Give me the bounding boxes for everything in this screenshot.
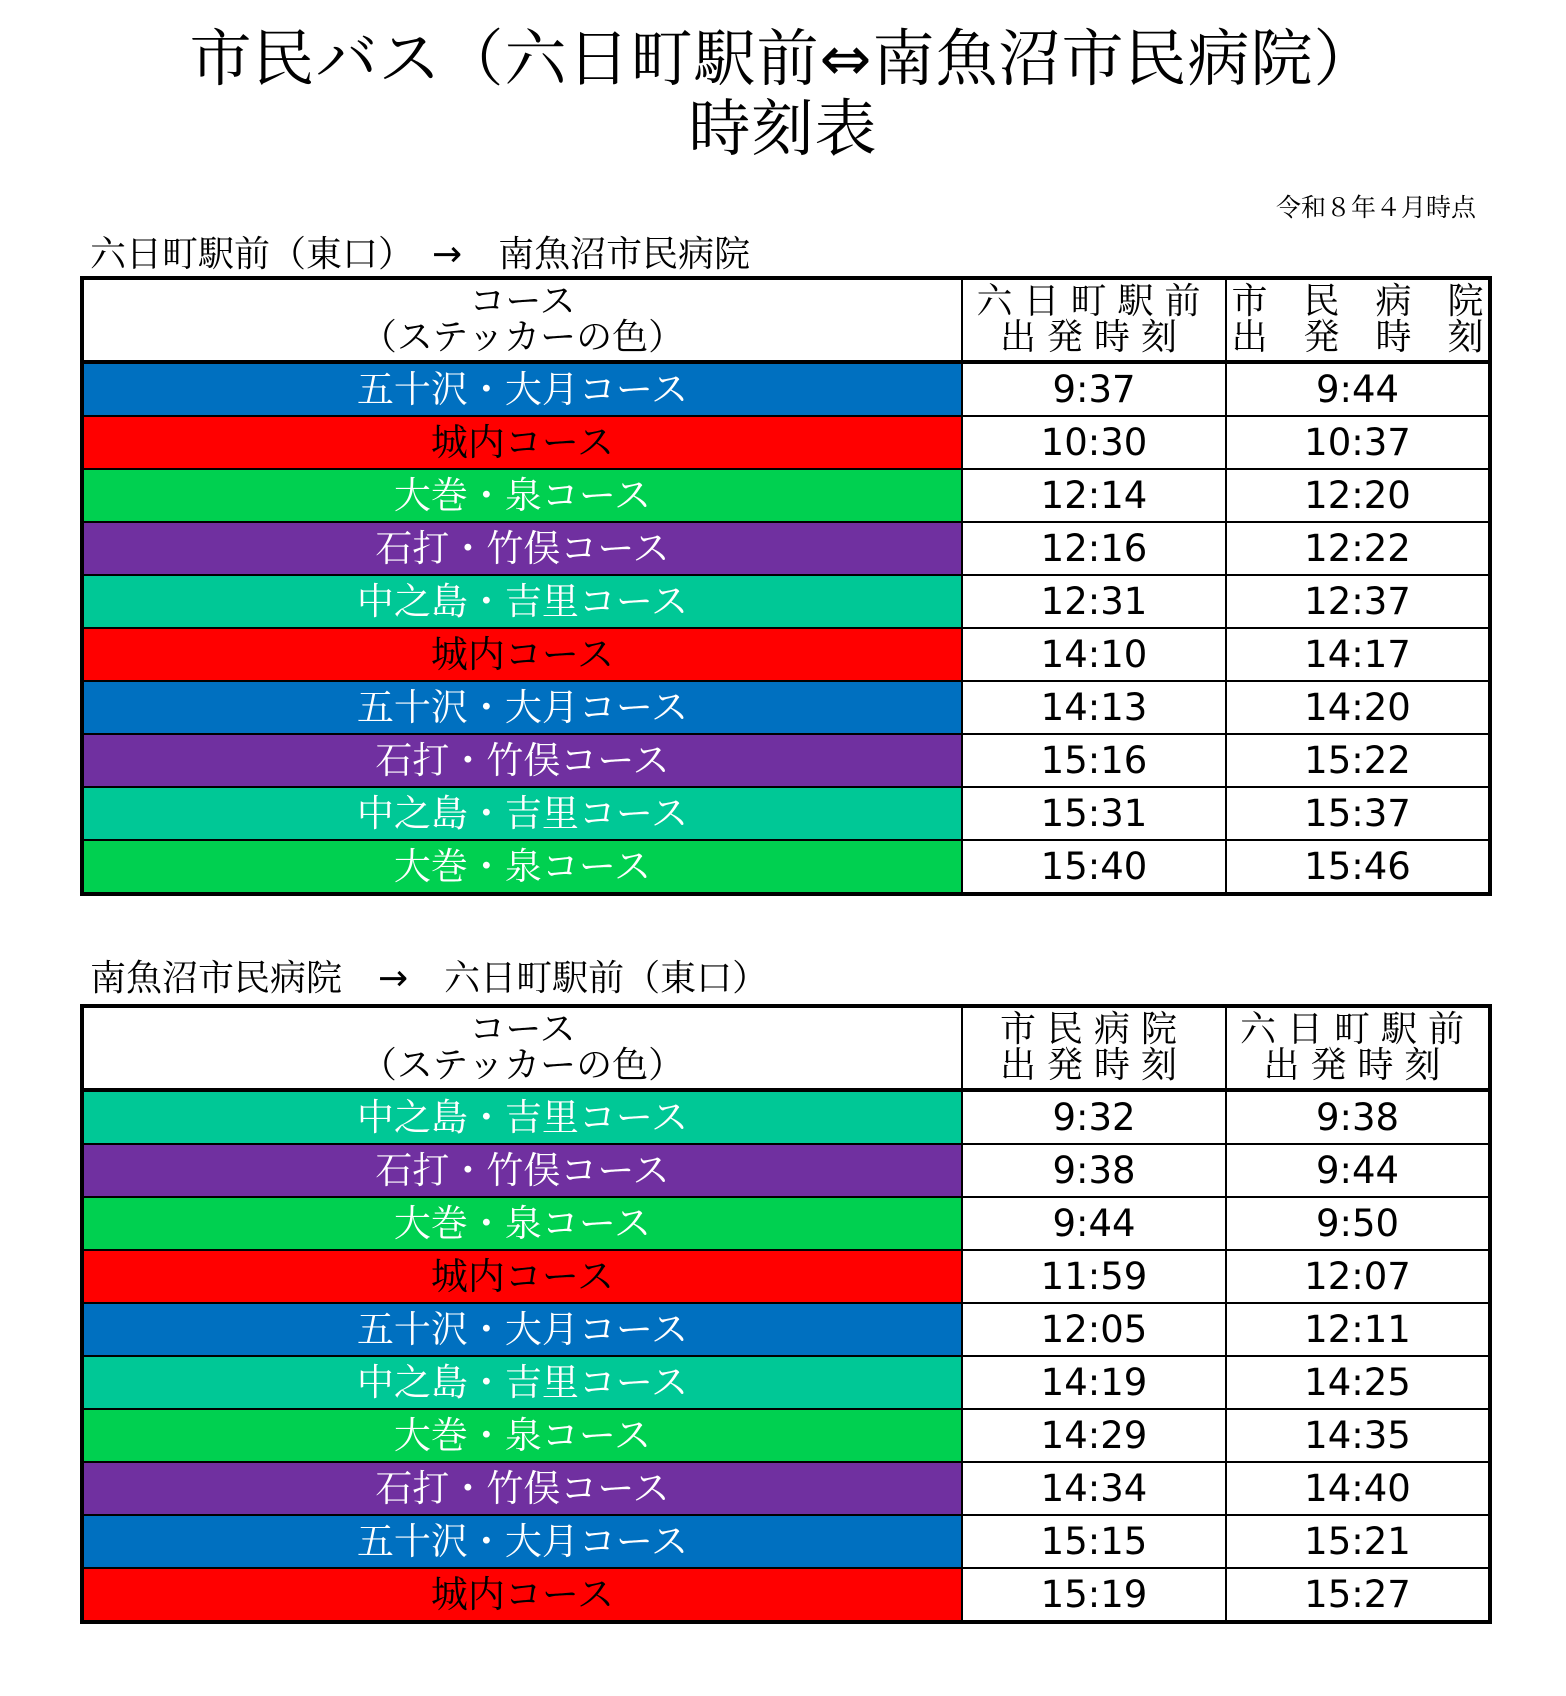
departure-time-cell: 9:38 <box>962 1144 1226 1197</box>
course-header-line1: コース <box>469 281 576 322</box>
course-name-cell: 大巻・泉コース <box>82 1409 962 1462</box>
inbound-rows <box>82 1090 1490 1622</box>
arrival-time-cell: 14:20 <box>1226 681 1490 734</box>
course-name-cell: 五十沢・大月コース <box>82 681 962 734</box>
page-title: 市民バス（六日町駅前⇔南魚沼市民病院） <box>189 22 1377 95</box>
table-row <box>82 1409 1490 1462</box>
departure-time-cell: 11:59 <box>962 1250 1226 1303</box>
course-name-cell: 大巻・泉コース <box>82 1197 962 1250</box>
table-row <box>82 1515 1490 1568</box>
arrival-column-header <box>1226 278 1490 362</box>
departure-time-cell: 9:44 <box>962 1197 1226 1250</box>
inbound-heading: 南魚沼市民病院 → 六日町駅前（東口） <box>90 958 769 999</box>
table-row <box>82 1250 1490 1303</box>
table-row <box>82 575 1490 628</box>
departure-time-cell: 12:14 <box>962 469 1226 522</box>
departure-header-line2: 出発時刻 <box>999 317 1188 358</box>
course-name-cell: 城内コース <box>82 628 962 681</box>
arrival-time-cell: 12:37 <box>1226 575 1490 628</box>
course-name-cell: 五十沢・大月コース <box>82 362 962 416</box>
departure-time-cell: 14:19 <box>962 1356 1226 1409</box>
table-row <box>82 840 1490 894</box>
arrival-time-cell: 15:27 <box>1226 1568 1490 1622</box>
departure-time-cell: 12:16 <box>962 522 1226 575</box>
outbound-timetable <box>80 276 1492 896</box>
departure-time-cell: 15:15 <box>962 1515 1226 1568</box>
course-header-line1: コース <box>469 1009 576 1050</box>
table-row <box>82 1356 1490 1409</box>
departure-time-cell: 15:19 <box>962 1568 1226 1622</box>
arrival-time-cell: 15:21 <box>1226 1515 1490 1568</box>
arrival-header-line2: 出発時刻 <box>1263 1045 1452 1086</box>
departure-time-cell: 15:40 <box>962 840 1226 894</box>
course-name-cell: 石打・竹俣コース <box>82 522 962 575</box>
arrival-time-cell: 9:44 <box>1226 362 1490 416</box>
outbound-heading: 六日町駅前（東口） → 南魚沼市民病院 <box>90 234 751 275</box>
arrival-time-cell: 12:07 <box>1226 1250 1490 1303</box>
course-column-header <box>82 278 962 362</box>
arrival-time-cell: 14:17 <box>1226 628 1490 681</box>
course-name-cell: 中之島・吉里コース <box>82 575 962 628</box>
course-name-cell: 大巻・泉コース <box>82 469 962 522</box>
course-name-cell: 城内コース <box>82 1568 962 1622</box>
course-name-cell: 石打・竹俣コース <box>82 734 962 787</box>
table-row <box>82 1303 1490 1356</box>
course-header-line2: （ステッカーの色） <box>360 317 685 358</box>
departure-time-cell: 9:37 <box>962 362 1226 416</box>
table-row <box>82 1197 1490 1250</box>
table-row <box>82 787 1490 840</box>
course-name-cell: 石打・竹俣コース <box>82 1144 962 1197</box>
outbound-header-row <box>82 278 1490 362</box>
course-name-cell: 中之島・吉里コース <box>82 1356 962 1409</box>
course-name-cell: 五十沢・大月コース <box>82 1515 962 1568</box>
table-row <box>82 1462 1490 1515</box>
arrival-time-cell: 10:37 <box>1226 416 1490 469</box>
departure-header-line2: 出発時刻 <box>999 1045 1188 1086</box>
outbound-rows <box>82 362 1490 894</box>
arrival-header-line2: 出 発 時 刻 <box>1231 317 1484 358</box>
departure-time-cell: 9:32 <box>962 1090 1226 1144</box>
arrival-time-cell: 15:46 <box>1226 840 1490 894</box>
departure-time-cell: 14:34 <box>962 1462 1226 1515</box>
departure-time-cell: 14:13 <box>962 681 1226 734</box>
table-row <box>82 734 1490 787</box>
arrival-header-line1: 六日町駅前 <box>1239 1009 1475 1050</box>
as-of-date: 令和８年４月時点 <box>1275 193 1476 222</box>
arrival-time-cell: 12:22 <box>1226 522 1490 575</box>
table-row <box>82 628 1490 681</box>
table-row <box>82 416 1490 469</box>
departure-time-cell: 15:16 <box>962 734 1226 787</box>
arrival-time-cell: 15:22 <box>1226 734 1490 787</box>
page-subtitle: 時刻表 <box>688 92 878 165</box>
course-name-cell: 五十沢・大月コース <box>82 1303 962 1356</box>
arrival-time-cell: 9:38 <box>1226 1090 1490 1144</box>
course-name-cell: 城内コース <box>82 1250 962 1303</box>
departure-header-line1: 六日町駅前 <box>976 281 1212 322</box>
course-name-cell: 中之島・吉里コース <box>82 1090 962 1144</box>
arrival-column-header <box>1226 1006 1490 1090</box>
departure-time-cell: 12:31 <box>962 575 1226 628</box>
departure-time-cell: 14:29 <box>962 1409 1226 1462</box>
departure-time-cell: 15:31 <box>962 787 1226 840</box>
departure-time-cell: 12:05 <box>962 1303 1226 1356</box>
arrival-time-cell: 12:20 <box>1226 469 1490 522</box>
arrival-time-cell: 14:35 <box>1226 1409 1490 1462</box>
departure-header-line1: 市民病院 <box>999 1009 1188 1050</box>
table-row <box>82 362 1490 416</box>
arrival-time-cell: 9:50 <box>1226 1197 1490 1250</box>
arrival-header-line1: 市 民 病 院 <box>1231 281 1484 322</box>
table-row <box>82 1144 1490 1197</box>
course-column-header <box>82 1006 962 1090</box>
course-name-cell: 城内コース <box>82 416 962 469</box>
course-name-cell: 石打・竹俣コース <box>82 1462 962 1515</box>
table-row <box>82 1090 1490 1144</box>
table-row <box>82 1568 1490 1622</box>
arrival-time-cell: 9:44 <box>1226 1144 1490 1197</box>
departure-column-header <box>962 278 1226 362</box>
departure-time-cell: 14:10 <box>962 628 1226 681</box>
arrival-time-cell: 12:11 <box>1226 1303 1490 1356</box>
arrival-time-cell: 14:25 <box>1226 1356 1490 1409</box>
arrival-time-cell: 15:37 <box>1226 787 1490 840</box>
course-header-line2: （ステッカーの色） <box>360 1045 685 1086</box>
course-name-cell: 大巻・泉コース <box>82 840 962 894</box>
table-row <box>82 522 1490 575</box>
inbound-header-row <box>82 1006 1490 1090</box>
inbound-timetable <box>80 1004 1492 1624</box>
table-row <box>82 681 1490 734</box>
departure-time-cell: 10:30 <box>962 416 1226 469</box>
course-name-cell: 中之島・吉里コース <box>82 787 962 840</box>
departure-column-header <box>962 1006 1226 1090</box>
arrival-time-cell: 14:40 <box>1226 1462 1490 1515</box>
table-row <box>82 469 1490 522</box>
